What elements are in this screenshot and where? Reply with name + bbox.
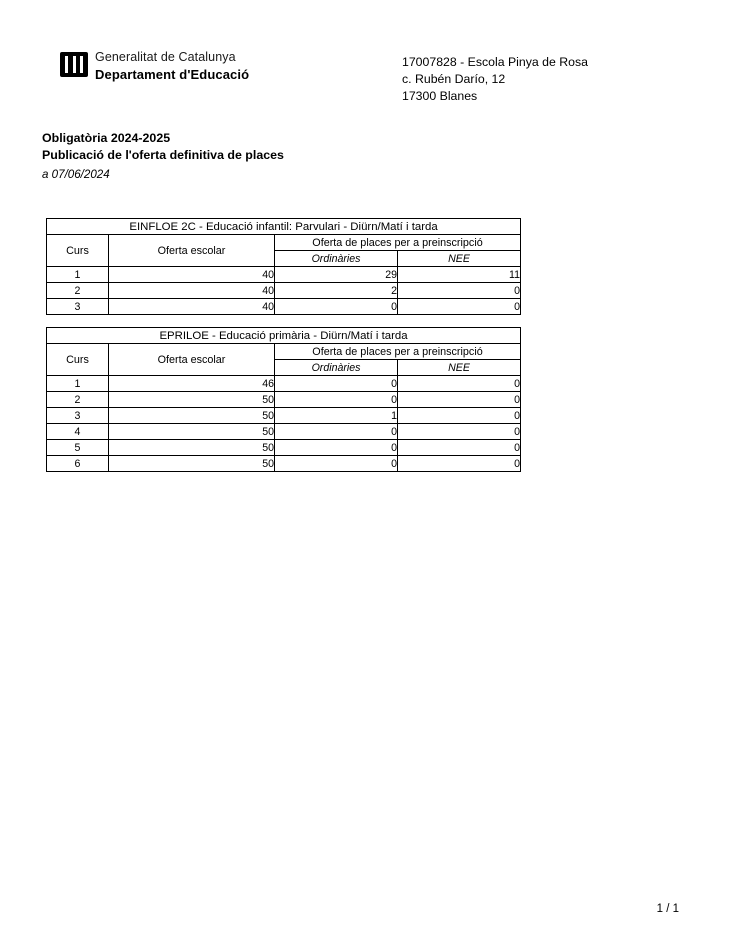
cell-ordinaries: 29 [275,267,398,283]
cell-oferta: 50 [109,440,275,456]
page-title: Obligatòria 2024-2025 [42,131,171,145]
cell-oferta: 40 [109,267,275,283]
cell-ordinaries: 0 [275,456,398,472]
table-header-row [47,235,521,251]
header-ordinaries: Ordinàries [275,360,398,376]
table-title-row [47,328,521,344]
cell-oferta: 50 [109,456,275,472]
school-code-name: 17007828 - Escola Pinya de Rosa [402,55,588,69]
cell-ordinaries: 0 [275,440,398,456]
cell-oferta: 40 [109,283,275,299]
school-city: 17300 Blanes [402,89,478,103]
table-row [47,440,521,456]
table-row [47,283,521,299]
cell-oferta: 50 [109,424,275,440]
cell-nee: 0 [398,456,521,472]
cell-ordinaries: 1 [275,408,398,424]
cell-nee: 0 [398,424,521,440]
generalitat-logo [60,50,249,83]
cell-curs: 4 [47,424,109,440]
cell-nee: 11 [398,267,521,283]
cell-nee: 0 [398,392,521,408]
cell-curs: 2 [47,283,109,299]
table-title: EPRILOE - Educació primària - Diürn/Matí i tarda [47,328,521,344]
generalitat-shield-icon [60,52,88,77]
cell-nee: 0 [398,408,521,424]
table-header-row [47,344,521,360]
cell-oferta: 40 [109,299,275,315]
page-footer [0,903,735,915]
table-row [47,376,521,392]
header-curs: Curs [47,344,109,376]
table-row [47,456,521,472]
header-oferta-places: Oferta de places per a preinscripció [275,344,521,360]
logo-text [95,50,249,83]
cell-ordinaries: 2 [275,283,398,299]
cell-ordinaries: 0 [275,392,398,408]
cell-ordinaries: 0 [275,424,398,440]
header-nee: NEE [398,360,521,376]
logo-department: Departament d'Educació [95,66,250,82]
header-oferta-places: Oferta de places per a preinscripció [275,235,521,251]
document-title-block [42,130,284,182]
offer-table-primaria [46,327,520,472]
table-row [47,408,521,424]
logo-institution: Generalitat de Catalunya [95,50,236,64]
cell-curs: 2 [47,392,109,408]
table-title: EINFLOE 2C - Educació infantil: Parvulari - Diürn/Matí i tarda [47,219,521,235]
table-row [47,267,521,283]
table-title-row [47,219,521,235]
document-header [0,50,735,106]
header-ordinaries: Ordinàries [275,251,398,267]
cell-ordinaries: 0 [275,299,398,315]
publication-date: a 07/06/2024 [42,167,110,181]
cell-nee: 0 [398,299,521,315]
table [46,327,521,472]
table [46,218,521,315]
cell-nee: 0 [398,283,521,299]
school-address: c. Rubén Darío, 12 [402,72,506,86]
header-nee: NEE [398,251,521,267]
cell-oferta: 50 [109,408,275,424]
table-row [47,392,521,408]
header-oferta-escolar: Oferta escolar [109,235,275,267]
school-info [402,54,588,105]
cell-curs: 1 [47,376,109,392]
cell-oferta: 50 [109,392,275,408]
table-row [47,299,521,315]
cell-curs: 5 [47,440,109,456]
table-row [47,424,521,440]
page-subtitle: Publicació de l'oferta definitiva de places [42,148,284,163]
cell-nee: 0 [398,376,521,392]
page-indicator: 1 / 1 [656,903,679,915]
cell-curs: 6 [47,456,109,472]
cell-curs: 3 [47,408,109,424]
cell-nee: 0 [398,440,521,456]
offer-table-infantil [46,218,520,315]
cell-curs: 3 [47,299,109,315]
cell-oferta: 46 [109,376,275,392]
header-oferta-escolar: Oferta escolar [109,344,275,376]
header-curs: Curs [47,235,109,267]
cell-curs: 1 [47,267,109,283]
cell-ordinaries: 0 [275,376,398,392]
